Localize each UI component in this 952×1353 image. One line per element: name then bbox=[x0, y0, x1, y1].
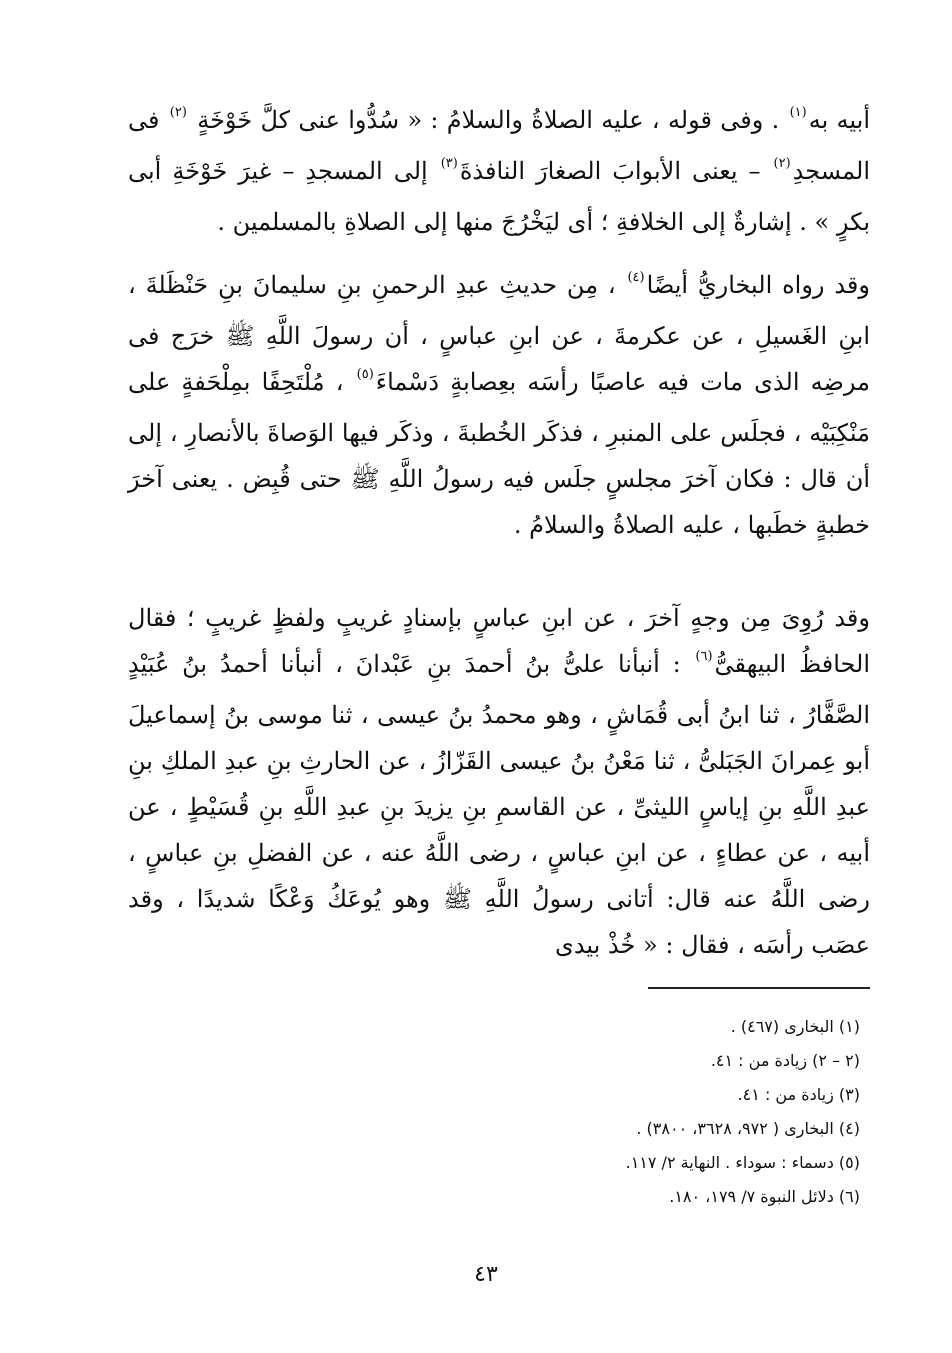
text-segment: : أنبأنا علىُّ بنُ أحمدَ بنِ عَبْدانَ ، أنبأنا أحمدُ بنُ عُبَيْدٍ الصَّفَّارُ ، ثنا ابنُ أبى قُمَاشٍ ، وهو محمدُ بنُ عيسى ، ثنا موسى بنُ إسماعيلَ أبو عِمرانَ الجَبَلىُّ ، ثنا مَعْنُ بنُ عيسى القَزّازُ ، عن الحارثِ بنِ عبدِ الملكِ بنِ عبدِ اللَّهِ بنِ إياسٍ الليثىِّ ، عن القاسمِ بنِ يزيدَ بنِ عبدِ اللَّهِ بنِ قُسَيْطٍ ، عن أبيه ، عن عطاءٍ ، عن ابنِ عباسٍ ، رضى اللَّهُ عنه ، عن الفضلِ بنِ عباسٍ ، رضى اللَّهُ عنه قال: أتانى رسولُ اللَّهِ ﷺ وهو يُوعَكُ وَعْكًا شديدًا ، وقد عصَب رأسَه ، فقال : « خُذْ بيدى bbox=[128, 650, 871, 959]
text-segment: ، مُلْتَحِفًا بمِلْحَفةٍ على مَنْكِبَيْه ، فجلَس على المنبرِ ، فذكَر الخُطبةَ ، وذكَر فيها الوَصاةَ بالأنصارِ ، إلى أن قال : فكان آخرَ مجلسٍ جلَس فيه رسولُ اللَّهِ ﷺ حتى قُبِض . يعنى آخرَ خطبةٍ خطَبها ، عليه الصلاةُ والسلامُ . bbox=[128, 368, 870, 539]
paragraph-3 bbox=[128, 595, 870, 968]
paragraph-1-text bbox=[128, 97, 870, 245]
footnote-ref-2-start: (٢) bbox=[169, 105, 187, 120]
footnote-item: (٦) دلائل النبوة ٧/ ١٧٩، ١٨٠. bbox=[669, 1187, 860, 1206]
text-segment: فى المسجدِ bbox=[128, 106, 870, 185]
paragraph-1 bbox=[128, 97, 870, 245]
footnote-item: (٢ – ٢) زيادة من : ٤١. bbox=[710, 1051, 860, 1070]
text-segment: – يعنى الأبوابَ الصغارَ النافذةَ bbox=[459, 157, 772, 185]
footnote-ref-6: (٦) bbox=[695, 649, 713, 664]
footnote-ref-4: (٤) bbox=[627, 270, 645, 285]
text-segment: وقد رواه البخاريُّ أيضًا bbox=[646, 271, 870, 299]
page-number: ٤٣ bbox=[474, 1262, 498, 1287]
text-segment: ، مِن حديثِ عبدِ الرحمنِ بنِ سليمانَ بنِ حَنْظَلةَ ، ابنِ الغَسيلِ ، عن عكرمةَ ، عن ابنِ عباسٍ ، أن رسولَ اللَّهِ ﷺ خرَج فى مرضِه الذى مات فيه عاصبًا رأسَه بعِصابةٍ دَسْماءَ bbox=[128, 271, 870, 396]
text-segment: إلى المسجدِ – غيرَ خَوْخَةِ أبى بكرٍ » . إشارةٌ إلى الخلافةِ ؛ أى ليَخْرُجَ منها إلى الصلاةِ بالمسلمين . bbox=[128, 157, 870, 236]
text-segment: أبيه به bbox=[808, 106, 871, 134]
paragraph-2 bbox=[128, 262, 870, 548]
footnote-item: (١) البخارى (٤٦٧) . bbox=[730, 1017, 860, 1036]
footnote-ref-2-end: (٢) bbox=[773, 156, 791, 171]
paragraph-2-text bbox=[128, 262, 870, 548]
paragraph-3-text bbox=[128, 595, 870, 968]
text-segment: . وفى قوله ، عليه الصلاةُ والسلامُ : « سُدُّوا عنى كلَّ خَوْخَةٍ bbox=[188, 106, 788, 134]
footnote-ref-1: (١) bbox=[789, 105, 807, 120]
footnote-item: (٣) زيادة من : ٤١. bbox=[737, 1085, 860, 1104]
footnote-ref-3: (٣) bbox=[440, 156, 458, 171]
footnote-item: (٥) دسماء : سوداء . النهاية ٢/ ١١٧. bbox=[625, 1153, 860, 1172]
footnotes-list bbox=[350, 1010, 860, 1214]
footnote-divider bbox=[648, 987, 870, 989]
footnote-ref-5: (٥) bbox=[356, 367, 374, 382]
text-segment: وقد رُوِىَ مِن وجهٍ آخرَ ، عن ابنِ عباسٍ بإسنادٍ غريبٍ ولفظٍ غريبٍ ؛ فقال الحافظُ البيهقىُّ bbox=[128, 604, 870, 678]
footnote-item: (٤) البخارى ( ٩٧٢، ٣٦٢٨، ٣٨٠٠) . bbox=[636, 1119, 860, 1138]
